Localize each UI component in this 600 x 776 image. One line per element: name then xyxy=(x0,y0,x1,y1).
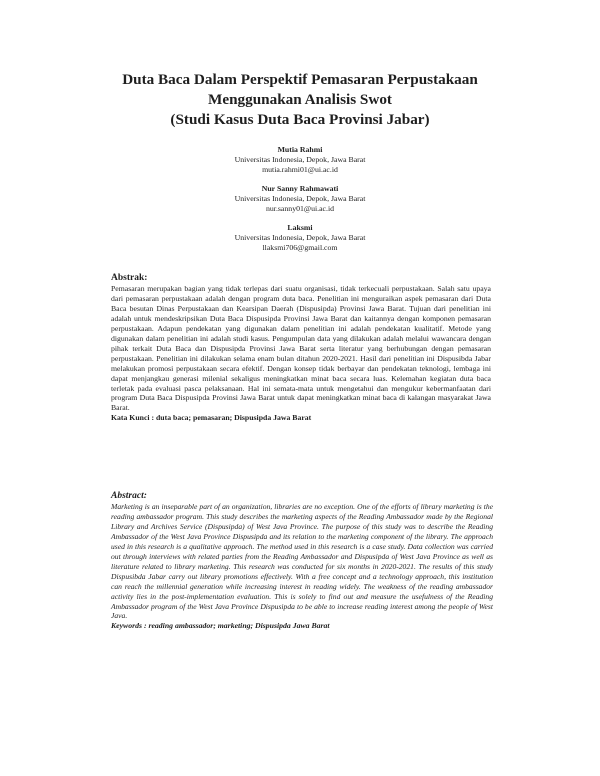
author-block-1 xyxy=(150,145,450,175)
author-block-2 xyxy=(150,184,450,214)
author-name: Nur Sanny Rahmawati xyxy=(261,184,339,193)
abstract-keywords: Keywords : reading ambassador; marketing; Dispusipda Jawa Barat xyxy=(111,621,330,631)
author-email: nur.sanny01@ui.ac.id xyxy=(265,204,335,213)
title-line-1: Duta Baca Dalam Perspektif Pemasaran Perpustakaan xyxy=(122,71,478,88)
author-affiliation: Universitas Indonesia, Depok, Jawa Barat xyxy=(234,233,366,242)
abstract-heading: Abstract: xyxy=(111,491,147,501)
author-affiliation: Universitas Indonesia, Depok, Jawa Barat xyxy=(234,155,366,164)
title-line-3: (Studi Kasus Duta Baca Provinsi Jabar) xyxy=(170,111,430,128)
author-name: Laksmi xyxy=(287,223,313,232)
abstract-body: Marketing is an inseparable part of an organization, libraries are no exception. One of the efforts of library marketing is the reading ambassador program. This study describes the marketing aspects of the Reading Ambassador made by the Regional Library and Archives Service (Dispusipda) of West Java Province. The purpose of this study was to describe the Reading Ambassador of the West Java Province Dispusipda and its relation to the marketing component of the library. The approach used in this research is a qualitative approach. The method used in this research is a case study. Data collection was carried out through interviews with related parties from the Reading Ambassador and Dispusipda of West Java Province as well as literature related to library marketing. This research was conducted for six months in 2020-2021. The results of this study Dispusibda Jabar carry out library promotions effectively. With a free concept and a technology approach, this institution can reach the millennial generation while increasing interest in reading widely. The weakness of the reading ambassador activity lies in the post-implementation evaluation. This is solely to find out and measure the usefulness of the Reading Ambassador program of the West Java Province Dispusipda to be able to increase reading interest among the people of West Java. xyxy=(111,502,493,621)
author-email: mutia.rahmi01@ui.ac.id xyxy=(262,165,338,174)
title-line-2: Menggunakan Analisis Swot xyxy=(208,91,392,108)
abstrak-section xyxy=(111,272,491,423)
abstract-section xyxy=(111,490,493,631)
author-block-3 xyxy=(150,223,450,253)
author-name: Mutia Rahmi xyxy=(277,145,323,154)
abstrak-body: Pemasaran merupakan bagian yang tidak terlepas dari suatu organisasi, tidak terkecuali perpustakaan. Salah satu upaya dari pemasaran perpustakaan adalah dengan program duta baca. Penelitian ini menguraikan aspek pemasaran dari Duta Baca besutan Dinas Perpustakaan dan Kearsipan Daerah (Dispusipda) Provinsi Jawa Barat. Tujuan dari penelitian ini adalah untuk mendeskripsikan Duta Baca Dispusipda Provinsi Jawa Barat dan kaitannya dengan komponen pemasaran perpustakaan. Adapun pendekatan yang digunakan dalam penelitian ini adalah pendekatan kualitatif. Metode yang digunakan dalam penelitian ini adalah studi kasus. Pengumpulan data yang dilakukan adalah melalui wawancara dengan pihak terkait Duta Baca dan Dispusipda Provinsi Jawa Barat serta literatur yang berhubungan dengan pemasaran perpustakaan. Penelitian ini dilakukan selama enam bulan ditahun 2020-2021. Hasil dari penelitian ini Dispusibda Jabar melakukan promosi perpustakaan secara efektif. Dengan konsep tidak berbayar dan pendekatan teknologi, lembaga ini dapat menjangkau generasi milenial sekaligus meningkatkan minat baca secara luas. Kelemahan kegiatan duta baca terletak pada evaluasi pasca pelaksanaan. Hal ini semata-mata untuk mengetahui dan mengukur kebermanfaatan dari program Duta Baca Dispusipda Provinsi Jawa Barat untuk dapat meningkatkan minat baca di kalangan masyarakat Jawa Barat. xyxy=(111,284,491,413)
abstrak-keywords: Kata Kunci : duta baca; pemasaran; Dispusipda Jawa Barat xyxy=(111,413,312,423)
author-affiliation: Universitas Indonesia, Depok, Jawa Barat xyxy=(234,194,366,203)
author-email: llaksmi706@gmail.com xyxy=(262,243,338,252)
paper-title xyxy=(100,70,500,130)
abstrak-heading: Abstrak: xyxy=(111,273,148,283)
